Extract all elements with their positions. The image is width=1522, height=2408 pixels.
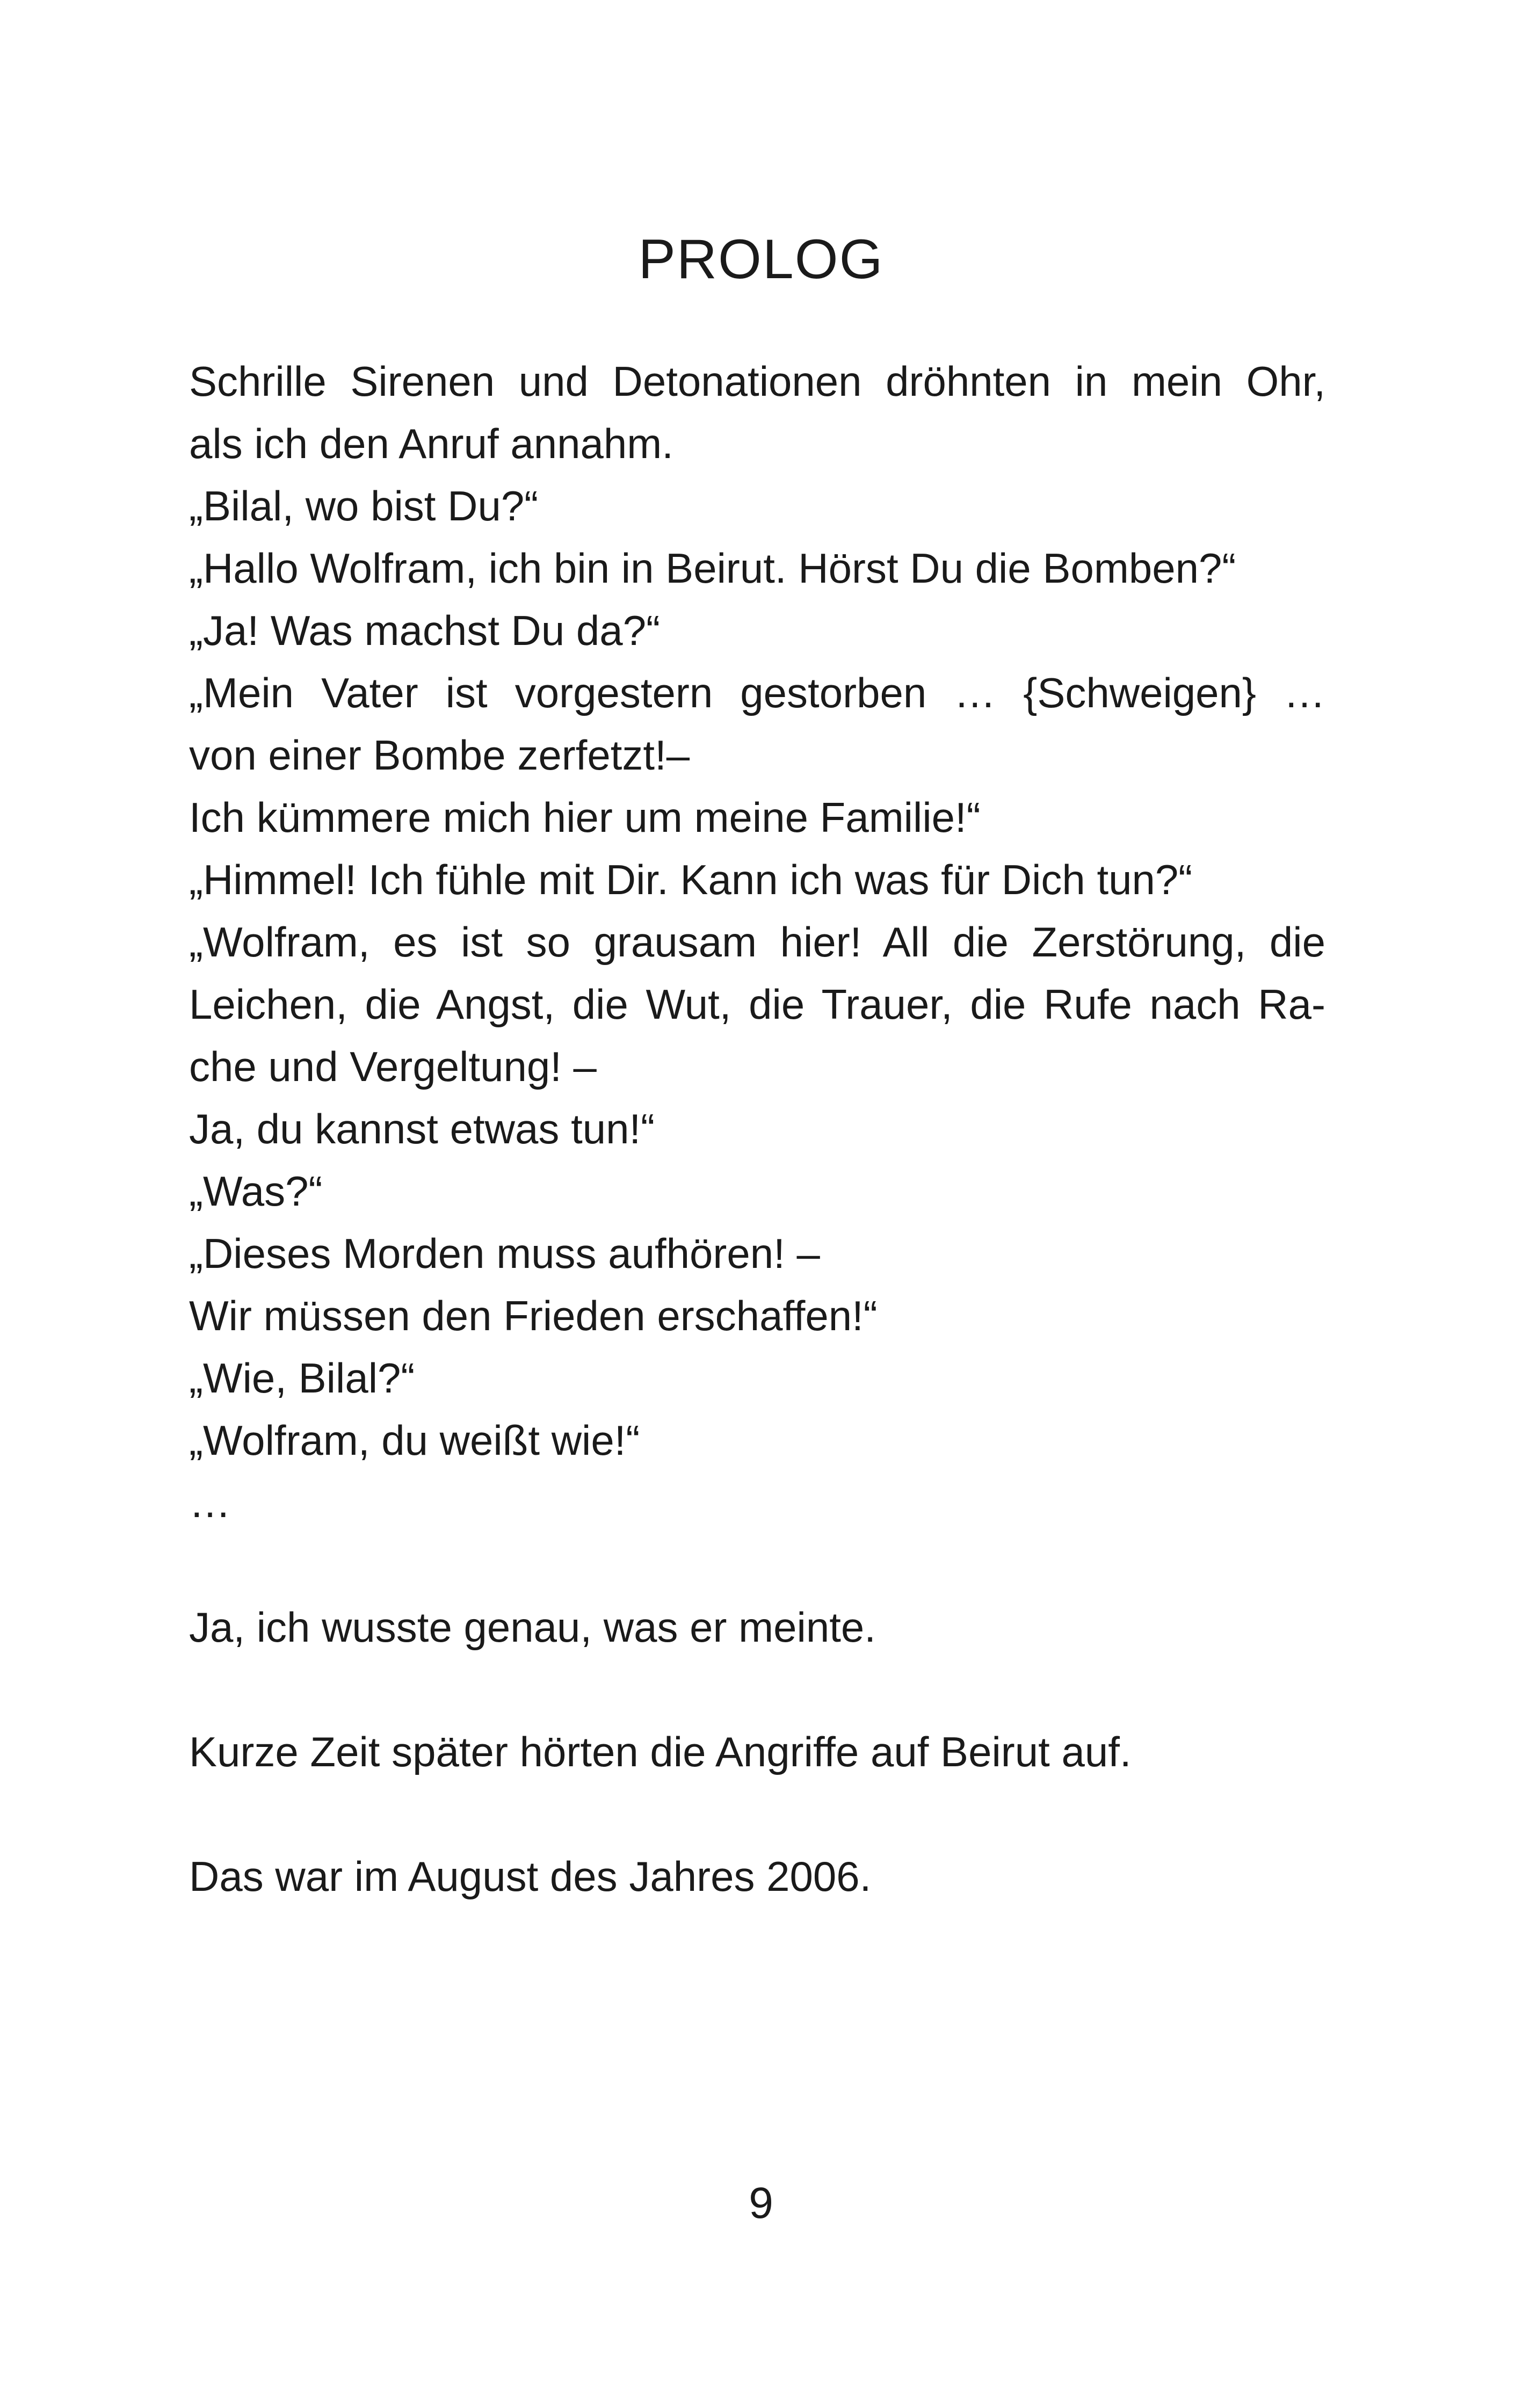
paragraph-gap [189, 1783, 1325, 1845]
closing-line: Kurze Zeit später hörten die Angriffe auf Beirut auf. [189, 1728, 1132, 1775]
page-number: 9 [749, 2179, 773, 2228]
text-line: „Bilal, wo bist Du?“ [189, 482, 539, 530]
text-line: „Wie, Bilal?“ [189, 1354, 415, 1402]
text-line: Schrille Sirenen und Detonationen dröhnten in mein Ohr, [189, 358, 1325, 405]
text-line: Ich kümmere mich hier um meine Familie!“ [189, 794, 981, 841]
closing-line: Ja, ich wusste genau, was er meinte. [189, 1604, 876, 1651]
text-line: als ich den Anruf annahm. [189, 420, 673, 467]
text-line: „Ja! Was machst Du da?“ [189, 607, 661, 654]
ellipsis-line: … [189, 1479, 231, 1526]
text-line: che und Vergeltung! – [189, 1043, 597, 1090]
text-line: Wir müssen den Frieden erschaffen!“ [189, 1292, 878, 1339]
text-line: Leichen, die Angst, die Wut, die Trauer, die Rufe nach Ra- [189, 981, 1325, 1028]
text-line: „Wolfram, es ist so grausam hier! All die Zerstörung, die [189, 918, 1325, 966]
text-line: „Dieses Morden muss aufhören! – [189, 1230, 820, 1277]
text-line: „Mein Vater ist vorgestern gestorben … {Schweigen} … [189, 669, 1325, 716]
paragraph-gap [189, 1658, 1325, 1721]
text-line: von einer Bombe zerfetzt!– [189, 731, 690, 779]
closing-line: Das war im August des Jahres 2006. [189, 1853, 872, 1900]
text-line: „Was?“ [189, 1167, 323, 1215]
text-line: „Hallo Wolfram, ich bin in Beirut. Hörst Du die Bomben?“ [189, 545, 1236, 592]
chapter-body [189, 350, 1325, 1907]
text-line: „Wolfram, du weißt wie!“ [189, 1417, 640, 1464]
text-line: „Himmel! Ich fühle mit Dir. Kann ich was für Dich tun?“ [189, 856, 1193, 903]
paragraph-gap [189, 1534, 1325, 1596]
text-line: Ja, du kannst etwas tun!“ [189, 1105, 655, 1152]
chapter-title: PROLOG [638, 228, 884, 291]
